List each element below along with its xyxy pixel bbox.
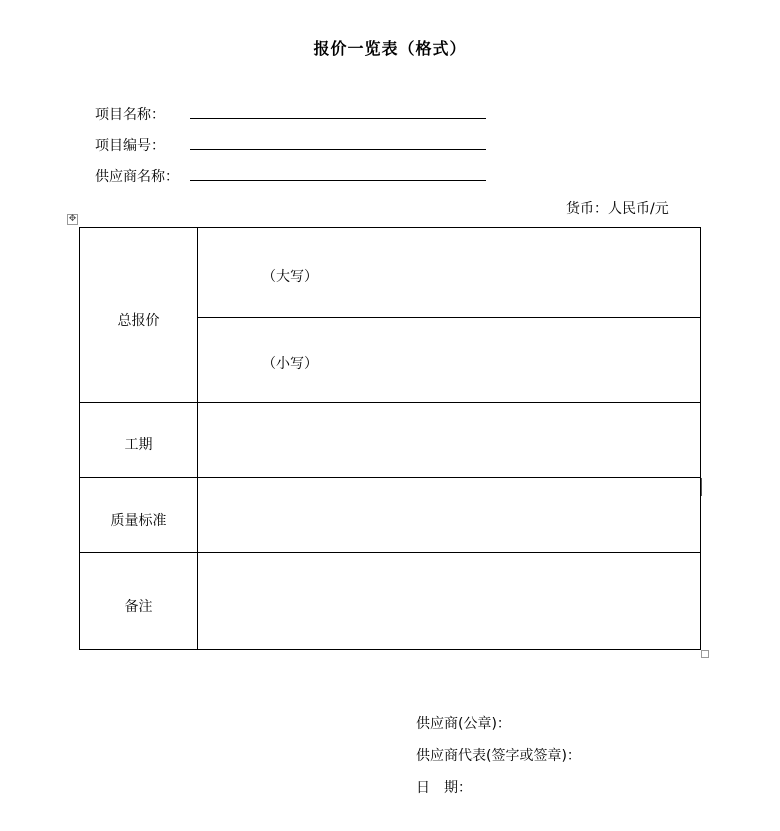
table-divider [197,228,198,649]
table-divider [80,477,700,478]
supplier-seal-label: 供应商(公章)： [416,716,511,732]
table-divider [80,402,700,403]
document-title: 报价一览表（格式） [313,39,467,58]
supplier-name-field[interactable] [95,166,179,186]
resize-icon[interactable] [701,650,709,658]
text-cursor [701,478,702,496]
project-name-label: 项目名称： [95,107,165,123]
amount-in-words-label[interactable]: （大写） [262,269,318,285]
project-number-underline[interactable] [190,149,486,150]
project-name-underline[interactable] [190,118,486,119]
amount-in-figures-label[interactable]: （小写） [262,356,318,372]
remarks-label: 备注 [124,599,153,615]
date-label: 日 期： [416,780,472,796]
currency-note: 货币：人民币/元 [566,201,669,217]
quote-table [79,227,701,650]
project-name-field[interactable] [95,104,165,124]
total-price-label: 总报价 [117,313,160,329]
project-number-field[interactable] [95,135,165,155]
supplier-name-underline[interactable] [190,180,486,181]
duration-label: 工期 [124,437,153,453]
table-divider [80,552,700,553]
quality-standard-label: 质量标准 [110,513,167,529]
project-number-label: 项目编号： [95,138,165,154]
representative-signature-label: 供应商代表(签字或签章)： [416,748,581,764]
move-icon[interactable]: ✥ [68,214,77,224]
table-divider [197,317,700,318]
supplier-name-label: 供应商名称： [95,169,179,185]
